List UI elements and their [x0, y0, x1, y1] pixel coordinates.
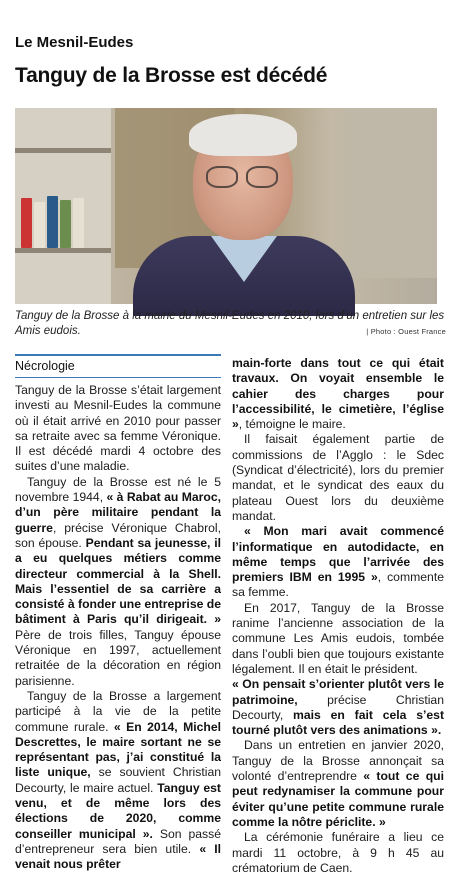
locality-kicker: Le Mesnil-Eudes	[15, 34, 134, 51]
article-column-left	[15, 383, 221, 873]
portrait-photo	[15, 108, 437, 304]
paragraph: main-forte dans tout ce qui était travaux. On voyait ensemble le cahier des charges pour l’accessibilité, le cimetière, l’église », témoigne le maire.	[232, 356, 444, 432]
paragraph: En 2017, Tanguy de la Brosse ranime l’ancienne association de la commune Les Amis eudois, tombée dans l’oubli bien que toujours existante légalement. Il en était le président.	[232, 600, 444, 676]
paragraph: Tanguy de la Brosse s’était largement investi au Mesnil-Eudes la commune où il était arrivé en 2010 pour passer sa retraite avec sa femme Véronique. Il est décédé mardi 4 octobre des suites d’une maladie.	[15, 383, 221, 474]
article-headline: Tanguy de la Brosse est décédé	[15, 64, 328, 87]
paragraph: Tanguy de la Brosse est né le 5 novembre 1944, « à Rabat au Maroc, d’un père militaire pendant la guerre, précise Véronique Chabrol, son épouse. Pendant sa jeunesse, il a eu quelques métiers comme directeur commercial à la Shell. Mais l’essentiel de sa carrière a consisté à fonder une entreprise de bâtiment à Paris qu’il dirigeait. » Père de trois filles, Tanguy épouse Véronique en 1997, actuellement retraitée de la décoration en région parisienne.	[15, 474, 222, 688]
article-column-right	[232, 356, 444, 876]
paragraph: Tanguy de la Brosse a largement participé à la vie de la petite commune rurale. « En 2014, Michel Descrettes, le maire sortant ne se représentant pas, j’ai constitué la liste unique, se souvient Christian Decourty, le maire actuel. Tanguy est venu, et de même lors des élections de 2020, comme conseiller municipal ». Son passé d’entrepreneur sera bien utile. « Il venait nous prêter	[15, 688, 221, 872]
paragraph: « Mon mari avait commencé l’informatique en autodidacte, en même temps que l’arrivée des premiers IBM en 1995 », commente sa femme.	[232, 524, 444, 600]
section-underline	[15, 377, 221, 378]
paragraph: La cérémonie funéraire a lieu ce mardi 11 octobre, à 9 h 45 au crématorium de Caen.	[232, 830, 444, 875]
paragraph: « On pensait s’orienter plutôt vers le patrimoine, précise Christian Decourty, mais en fait cela s’est tourné plutôt vers des animations ».	[232, 677, 444, 738]
photo-caption: Tanguy de la Brosse à la mairie du Mesnil-Eudes en 2010, lors d’un entretien sur les Amis eudois.	[15, 310, 445, 337]
photo-credit: | Photo : Ouest France	[366, 327, 446, 336]
section-label: Nécrologie	[15, 359, 75, 373]
paragraph: Dans un entretien en janvier 2020, Tanguy de la Brosse annonçait sa volonté d’entreprendre « tout ce qui peut redynamiser la commune pour éviter qu’une petite commune rurale comme la nôtre périclite. »	[232, 738, 444, 829]
paragraph: Il faisait également partie de commissions de l’Agglo : le Sdec (Syndicat d’électricité), lors du premier mandat, et le syndicat des eaux du plateau Ouest lors du deuxième mandat.	[232, 432, 444, 523]
section-rule	[15, 354, 221, 356]
